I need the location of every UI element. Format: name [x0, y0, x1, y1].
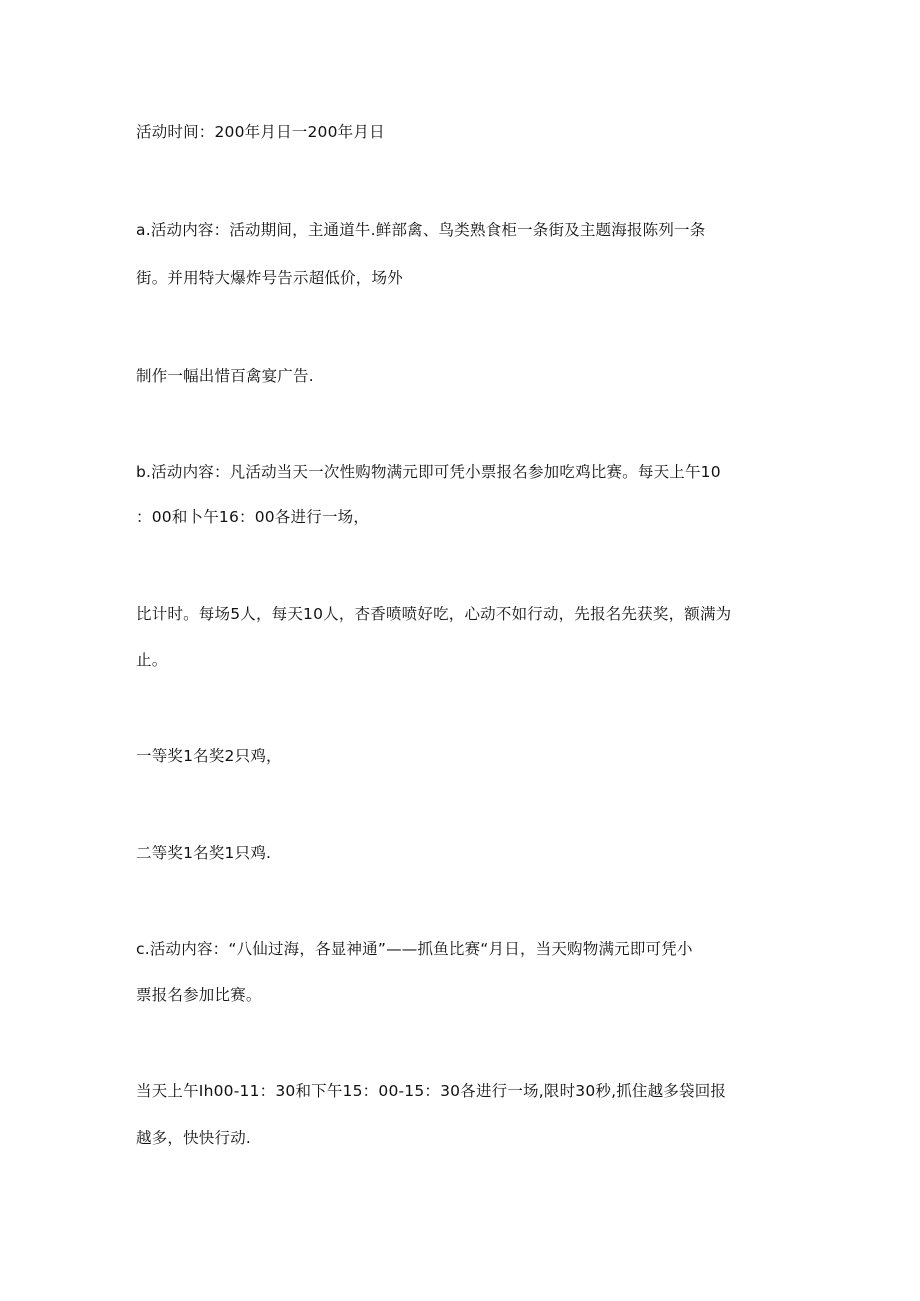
activity-c-line-4: 越多，快快行动. [136, 1129, 252, 1147]
activity-a-line-3: 制作一幅出惜百禽宴广告. [136, 367, 314, 385]
activity-b-line-3: 比计时。每场5人，每天10人，杏香喷喷好吃，心动不如行动，先报名先获奖，额满为 [136, 605, 732, 623]
activity-c-line-1: c.活动内容：“八仙过海，各显神通”——抓鱼比赛“月日，当天购物满元即可凭小 [136, 940, 693, 958]
activity-a-line-2: 街。并用特大爆炸号告示超低价，场外 [136, 269, 403, 287]
activity-c-line-3: 当天上午Ih00-11：30和下午15：00-15：30各进行一场,限时30秒,抓住越多袋回报 [136, 1082, 727, 1100]
second-prize-line: 二等奖1名奖1只鸡. [136, 844, 272, 862]
activity-b-line-2: ：00和卜午16：00各进行一场， [136, 508, 370, 526]
activity-a-line-1: a.活动内容：活动期间，主通道牛.鲜部禽、鸟类熟食柜一条街及主题海报陈列一条 [136, 221, 706, 239]
activity-c-line-2: 票报名参加比赛。 [136, 986, 262, 1004]
activity-time-line: 活动时间：200年月日一200年月日 [136, 123, 385, 141]
activity-b-line-1: b.活动内容：凡活动当天一次性购物满元即可凭小票报名参加吃鸡比赛。每天上午10 [136, 463, 721, 481]
first-prize-line: 一等奖1名奖2只鸡， [136, 747, 282, 765]
activity-b-line-4: 止。 [136, 651, 168, 669]
